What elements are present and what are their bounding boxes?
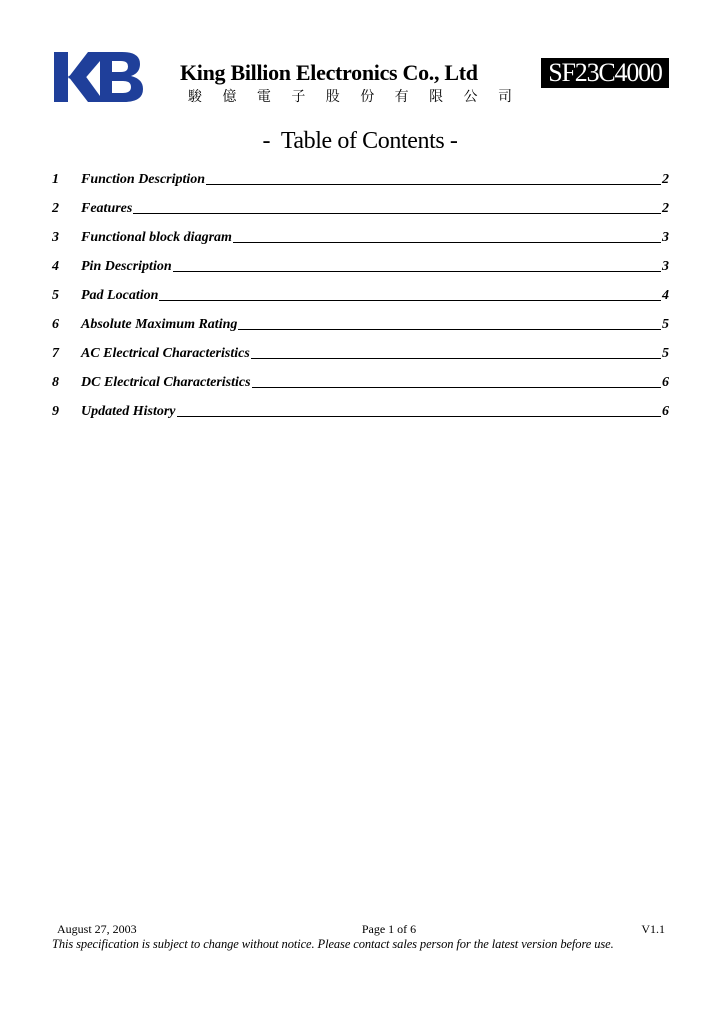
- company-cn-char: 億: [222, 89, 237, 105]
- toc-entry-page: 2: [662, 201, 669, 216]
- toc-entry-title: Absolute Maximum Rating: [81, 317, 238, 332]
- toc-entry-number: 8: [52, 375, 59, 390]
- toc-leader-line: [252, 387, 661, 388]
- toc-entry-title: Functional block diagram: [81, 230, 232, 245]
- toc-leader-line: [238, 329, 661, 330]
- toc-entry[interactable]: [52, 172, 669, 201]
- toc-entry-number: 9: [52, 404, 59, 419]
- toc-entry-number: 5: [52, 288, 59, 303]
- toc-entry-number: 2: [52, 201, 59, 216]
- part-number-badge: SF23C4000: [541, 58, 669, 88]
- company-cn-char: 股: [325, 89, 340, 105]
- toc-entry[interactable]: [52, 317, 669, 346]
- footer-version: V1.1: [641, 922, 665, 936]
- toc-leader-line: [206, 184, 661, 185]
- toc-entry-page: 2: [662, 172, 669, 187]
- company-cn-char: 公: [463, 89, 478, 105]
- company-cn-char: 子: [291, 89, 306, 105]
- company-cn-char: 電: [256, 89, 271, 105]
- toc-entry-page: 5: [662, 346, 669, 361]
- company-name: King Billion Electronics Co., Ltd: [180, 60, 478, 85]
- footer-info: [57, 922, 665, 937]
- footer-page-number: Page 1 of 6: [361, 922, 417, 936]
- toc-entry-title: AC Electrical Characteristics: [81, 346, 250, 361]
- toc-entry-page: 3: [662, 230, 669, 245]
- toc-entry-number: 6: [52, 317, 59, 332]
- toc-entry-number: 4: [52, 259, 59, 274]
- toc-entry[interactable]: [52, 201, 669, 230]
- toc-entry-title: Pin Description: [81, 259, 172, 274]
- toc-entry-number: 7: [52, 346, 59, 361]
- kb-logo: [54, 52, 144, 102]
- footer-disclaimer: This specification is subject to change without notice. Please contact sales person for the latest version before use.: [52, 937, 614, 951]
- toc-entry-title: Function Description: [81, 172, 206, 187]
- company-cn-char: 份: [360, 89, 375, 105]
- toc-entry-number: 3: [52, 230, 59, 245]
- company-cn-char: 駿: [188, 89, 202, 105]
- toc-entry-page: 4: [662, 288, 669, 303]
- toc-entry-page: 6: [662, 404, 669, 419]
- toc-leader-line: [233, 242, 661, 243]
- company-name-chinese: [188, 86, 512, 106]
- table-of-contents: [52, 172, 669, 433]
- toc-leader-line: [251, 358, 661, 359]
- toc-leader-line: [173, 271, 661, 272]
- toc-leader-line: [159, 300, 661, 301]
- toc-entry[interactable]: [52, 404, 669, 433]
- toc-leader-line: [133, 213, 661, 214]
- company-cn-char: 有: [394, 89, 409, 105]
- toc-entry-page: 6: [662, 375, 669, 390]
- toc-entry-title: Updated History: [81, 404, 176, 419]
- toc-entry[interactable]: [52, 346, 669, 375]
- toc-entry[interactable]: [52, 375, 669, 404]
- toc-title: - Table of Contents -: [262, 128, 458, 154]
- toc-entry-number: 1: [52, 172, 59, 187]
- company-cn-char: 限: [429, 89, 444, 105]
- company-cn-char: 司: [497, 89, 512, 105]
- toc-entry-title: Features: [81, 201, 133, 216]
- toc-leader-line: [177, 416, 662, 417]
- toc-entry[interactable]: [52, 259, 669, 288]
- toc-entry-title: Pad Location: [81, 288, 159, 303]
- toc-entry[interactable]: [52, 230, 669, 259]
- toc-entry-page: 5: [662, 317, 669, 332]
- toc-entry-title: DC Electrical Characteristics: [81, 375, 251, 390]
- footer-date: August 27, 2003: [57, 922, 137, 936]
- toc-entry[interactable]: [52, 288, 669, 317]
- toc-entry-page: 3: [662, 259, 669, 274]
